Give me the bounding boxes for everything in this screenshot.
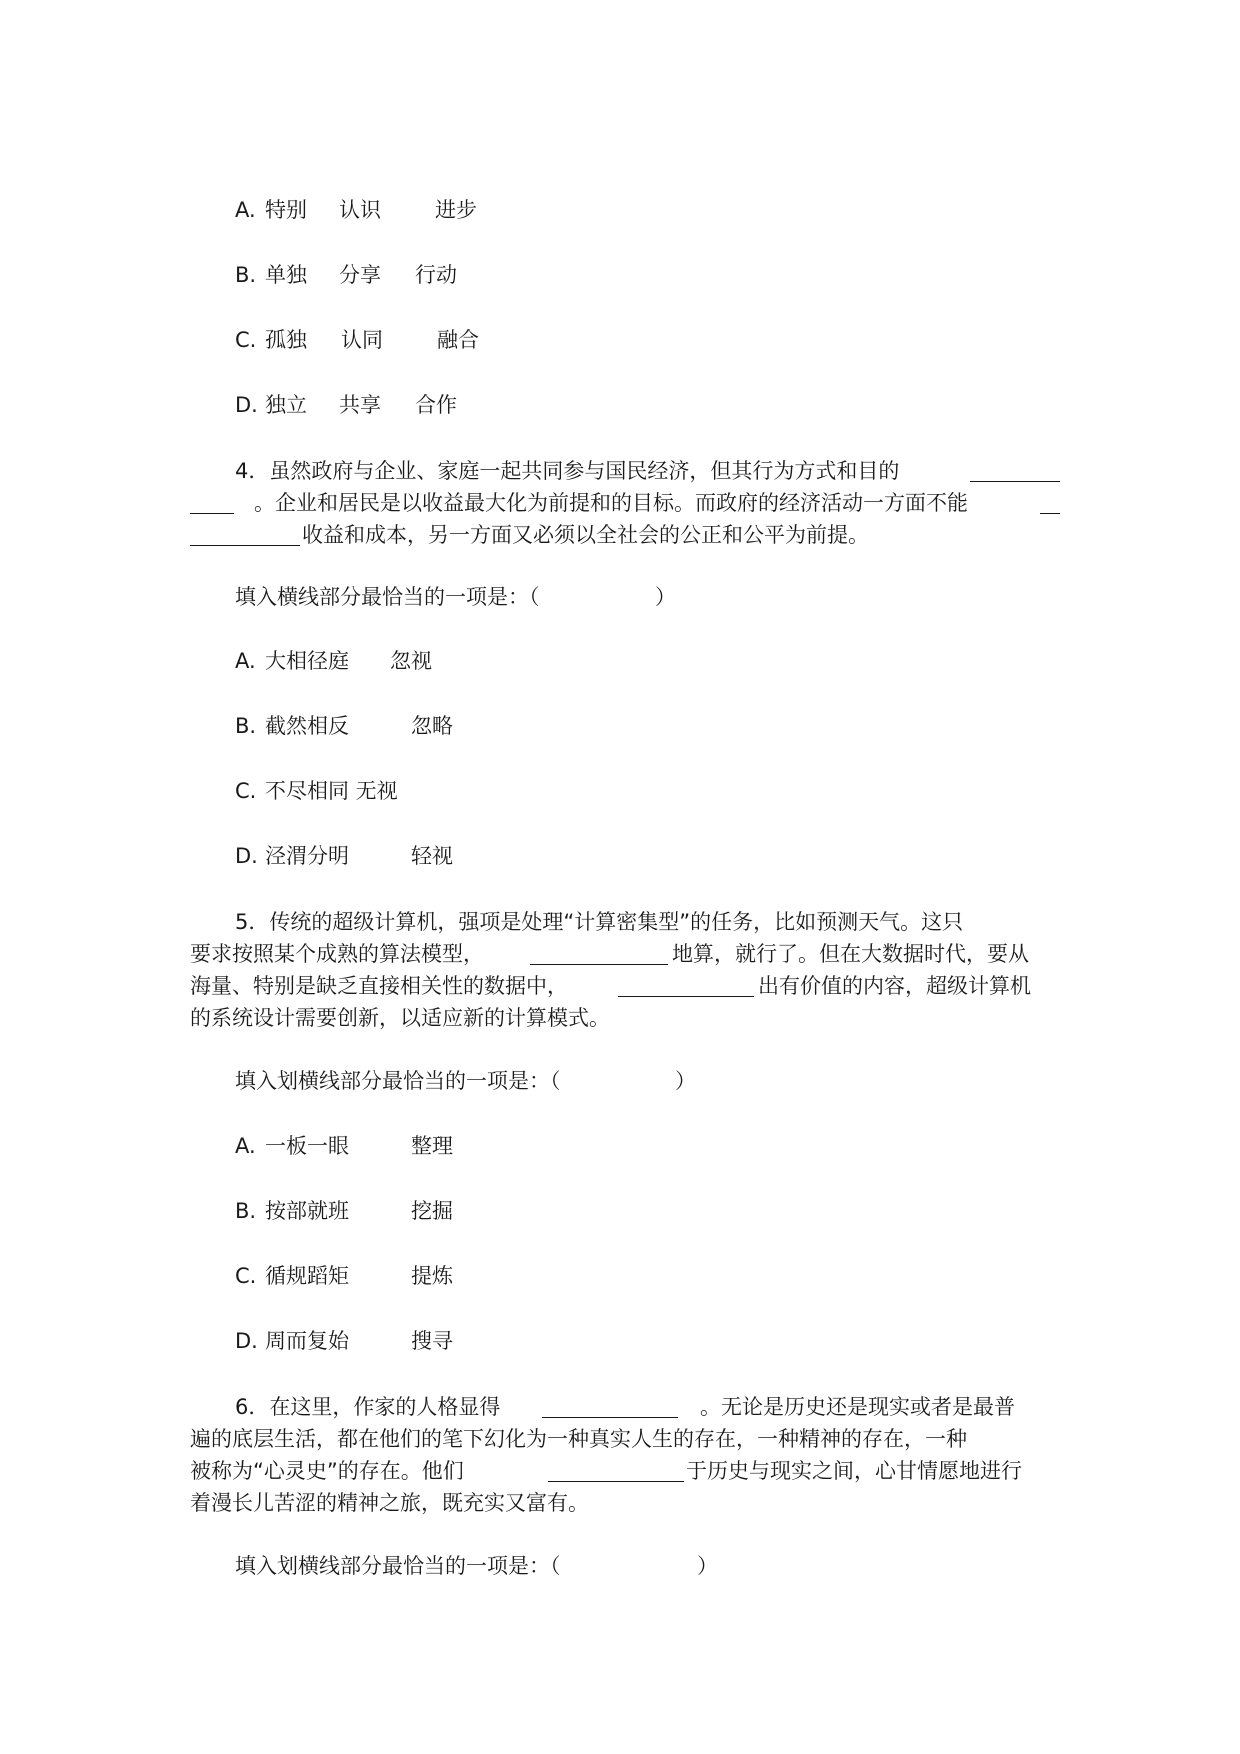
option-word-2: 忽视 [390, 649, 432, 673]
q6-blank-2 [548, 1457, 684, 1482]
option-word-1: 大相径庭 [265, 649, 349, 673]
option-word-3: 合作 [415, 393, 457, 417]
option-letter: D. [235, 844, 258, 868]
q4-line-1: 4．虽然政府与企业、家庭一起共同参与国民经济，但其行为方式和目的 [235, 459, 900, 483]
q6-prompt-close: ） [697, 1554, 718, 1578]
q4-prompt-text: 填入横线部分最恰当的一项是：（ [235, 585, 540, 609]
option-word-1: 截然相反 [265, 714, 349, 738]
option-word-2: 搜寻 [411, 1329, 453, 1353]
q6-line-3b: 于历史与现实之间，心甘情愿地进行 [686, 1459, 1022, 1483]
q5-line-3b: 出有价值的内容，超级计算机 [758, 974, 1031, 998]
q6-prompt-text: 填入划横线部分最恰当的一项是：（ [235, 1554, 561, 1578]
q5-prompt-text: 填入划横线部分最恰当的一项是：（ [235, 1069, 561, 1093]
q6-line-1a: 6．在这里，作家的人格显得 [235, 1395, 501, 1419]
q5-blank-2 [618, 972, 754, 997]
q5-prompt-close: ） [675, 1069, 696, 1093]
q5-line-2b: 地算，就行了。但在大数据时代，要从 [672, 942, 1029, 966]
option-letter: A. [235, 198, 256, 222]
option-word-1: 按部就班 [265, 1199, 349, 1223]
option-letter: C. [235, 1264, 257, 1288]
option-word-2: 忽略 [411, 714, 453, 738]
q5-line-3a: 海量、特别是缺乏直接相关性的数据中， [190, 974, 568, 998]
q5-line-4: 的系统设计需要创新，以适应新的计算模式。 [190, 1006, 610, 1030]
q5-line-2a: 要求按照某个成熟的算法模型， [190, 942, 484, 966]
option-word-2: 认同 [341, 328, 383, 352]
option-word-2: 整理 [411, 1134, 453, 1158]
option-word-3: 融合 [437, 328, 479, 352]
option-word-3: 行动 [415, 263, 457, 287]
q5-blank-1 [530, 940, 668, 965]
option-letter: D. [235, 1329, 258, 1353]
q4-blank-2a [1040, 489, 1060, 514]
q4-prompt-close: ） [655, 585, 676, 609]
option-letter: A. [235, 649, 256, 673]
option-letter: B. [235, 263, 257, 287]
option-letter: B. [235, 1199, 257, 1223]
q6-blank-1 [542, 1393, 678, 1418]
option-word-1: 周而复始 [265, 1329, 349, 1353]
option-word-2: 挖掘 [411, 1199, 453, 1223]
option-word-2: 提炼 [411, 1264, 453, 1288]
option-word-1: 独立 [265, 393, 307, 417]
option-word-1: 泾渭分明 [265, 844, 349, 868]
option-word-1: 循规蹈矩 [265, 1264, 349, 1288]
option-word-1: 特别 [265, 198, 307, 222]
option-word-2: 认识 [339, 198, 381, 222]
option-word-2: 轻视 [411, 844, 453, 868]
option-word-2: 共享 [339, 393, 381, 417]
option-letter: B. [235, 714, 257, 738]
q6-line-4: 着漫长儿苦涩的精神之旅，既充实又富有。 [190, 1491, 589, 1515]
option-letter: C. [235, 328, 257, 352]
q6-line-3a: 被称为“心灵史”的存在。他们 [190, 1459, 464, 1483]
option-letter: D. [235, 393, 258, 417]
option-letter: A. [235, 1134, 256, 1158]
q6-line-2: 遍的底层生活，都在他们的笔下幻化为一种真实人生的存在，一种精神的存在，一种 [190, 1427, 967, 1451]
q6-line-1b: 。无论是历史还是现实或者是最普 [700, 1395, 1015, 1419]
option-word-2: 分享 [339, 263, 381, 287]
option-word-3: 进步 [435, 198, 477, 222]
option-letter: C. [235, 779, 257, 803]
q4-blank-2b [190, 521, 300, 546]
q4-blank-1a [970, 457, 1060, 482]
q5-line-1: 5．传统的超级计算机，强项是处理“计算密集型”的任务，比如预测天气。这只 [235, 910, 964, 934]
q4-line-3: 收益和成本，另一方面又必须以全社会的公正和公平为前提。 [302, 523, 869, 547]
option-word-1: 单独 [265, 263, 307, 287]
option-word-1: 不尽相同 无视 [265, 779, 398, 803]
option-word-1: 一板一眼 [265, 1134, 349, 1158]
q4-line-2-text: 。企业和居民是以收益最大化为前提和的目标。而政府的经济活动一方面不能 [254, 491, 968, 515]
option-word-1: 孤独 [265, 328, 307, 352]
q4-blank-1b [190, 489, 234, 514]
